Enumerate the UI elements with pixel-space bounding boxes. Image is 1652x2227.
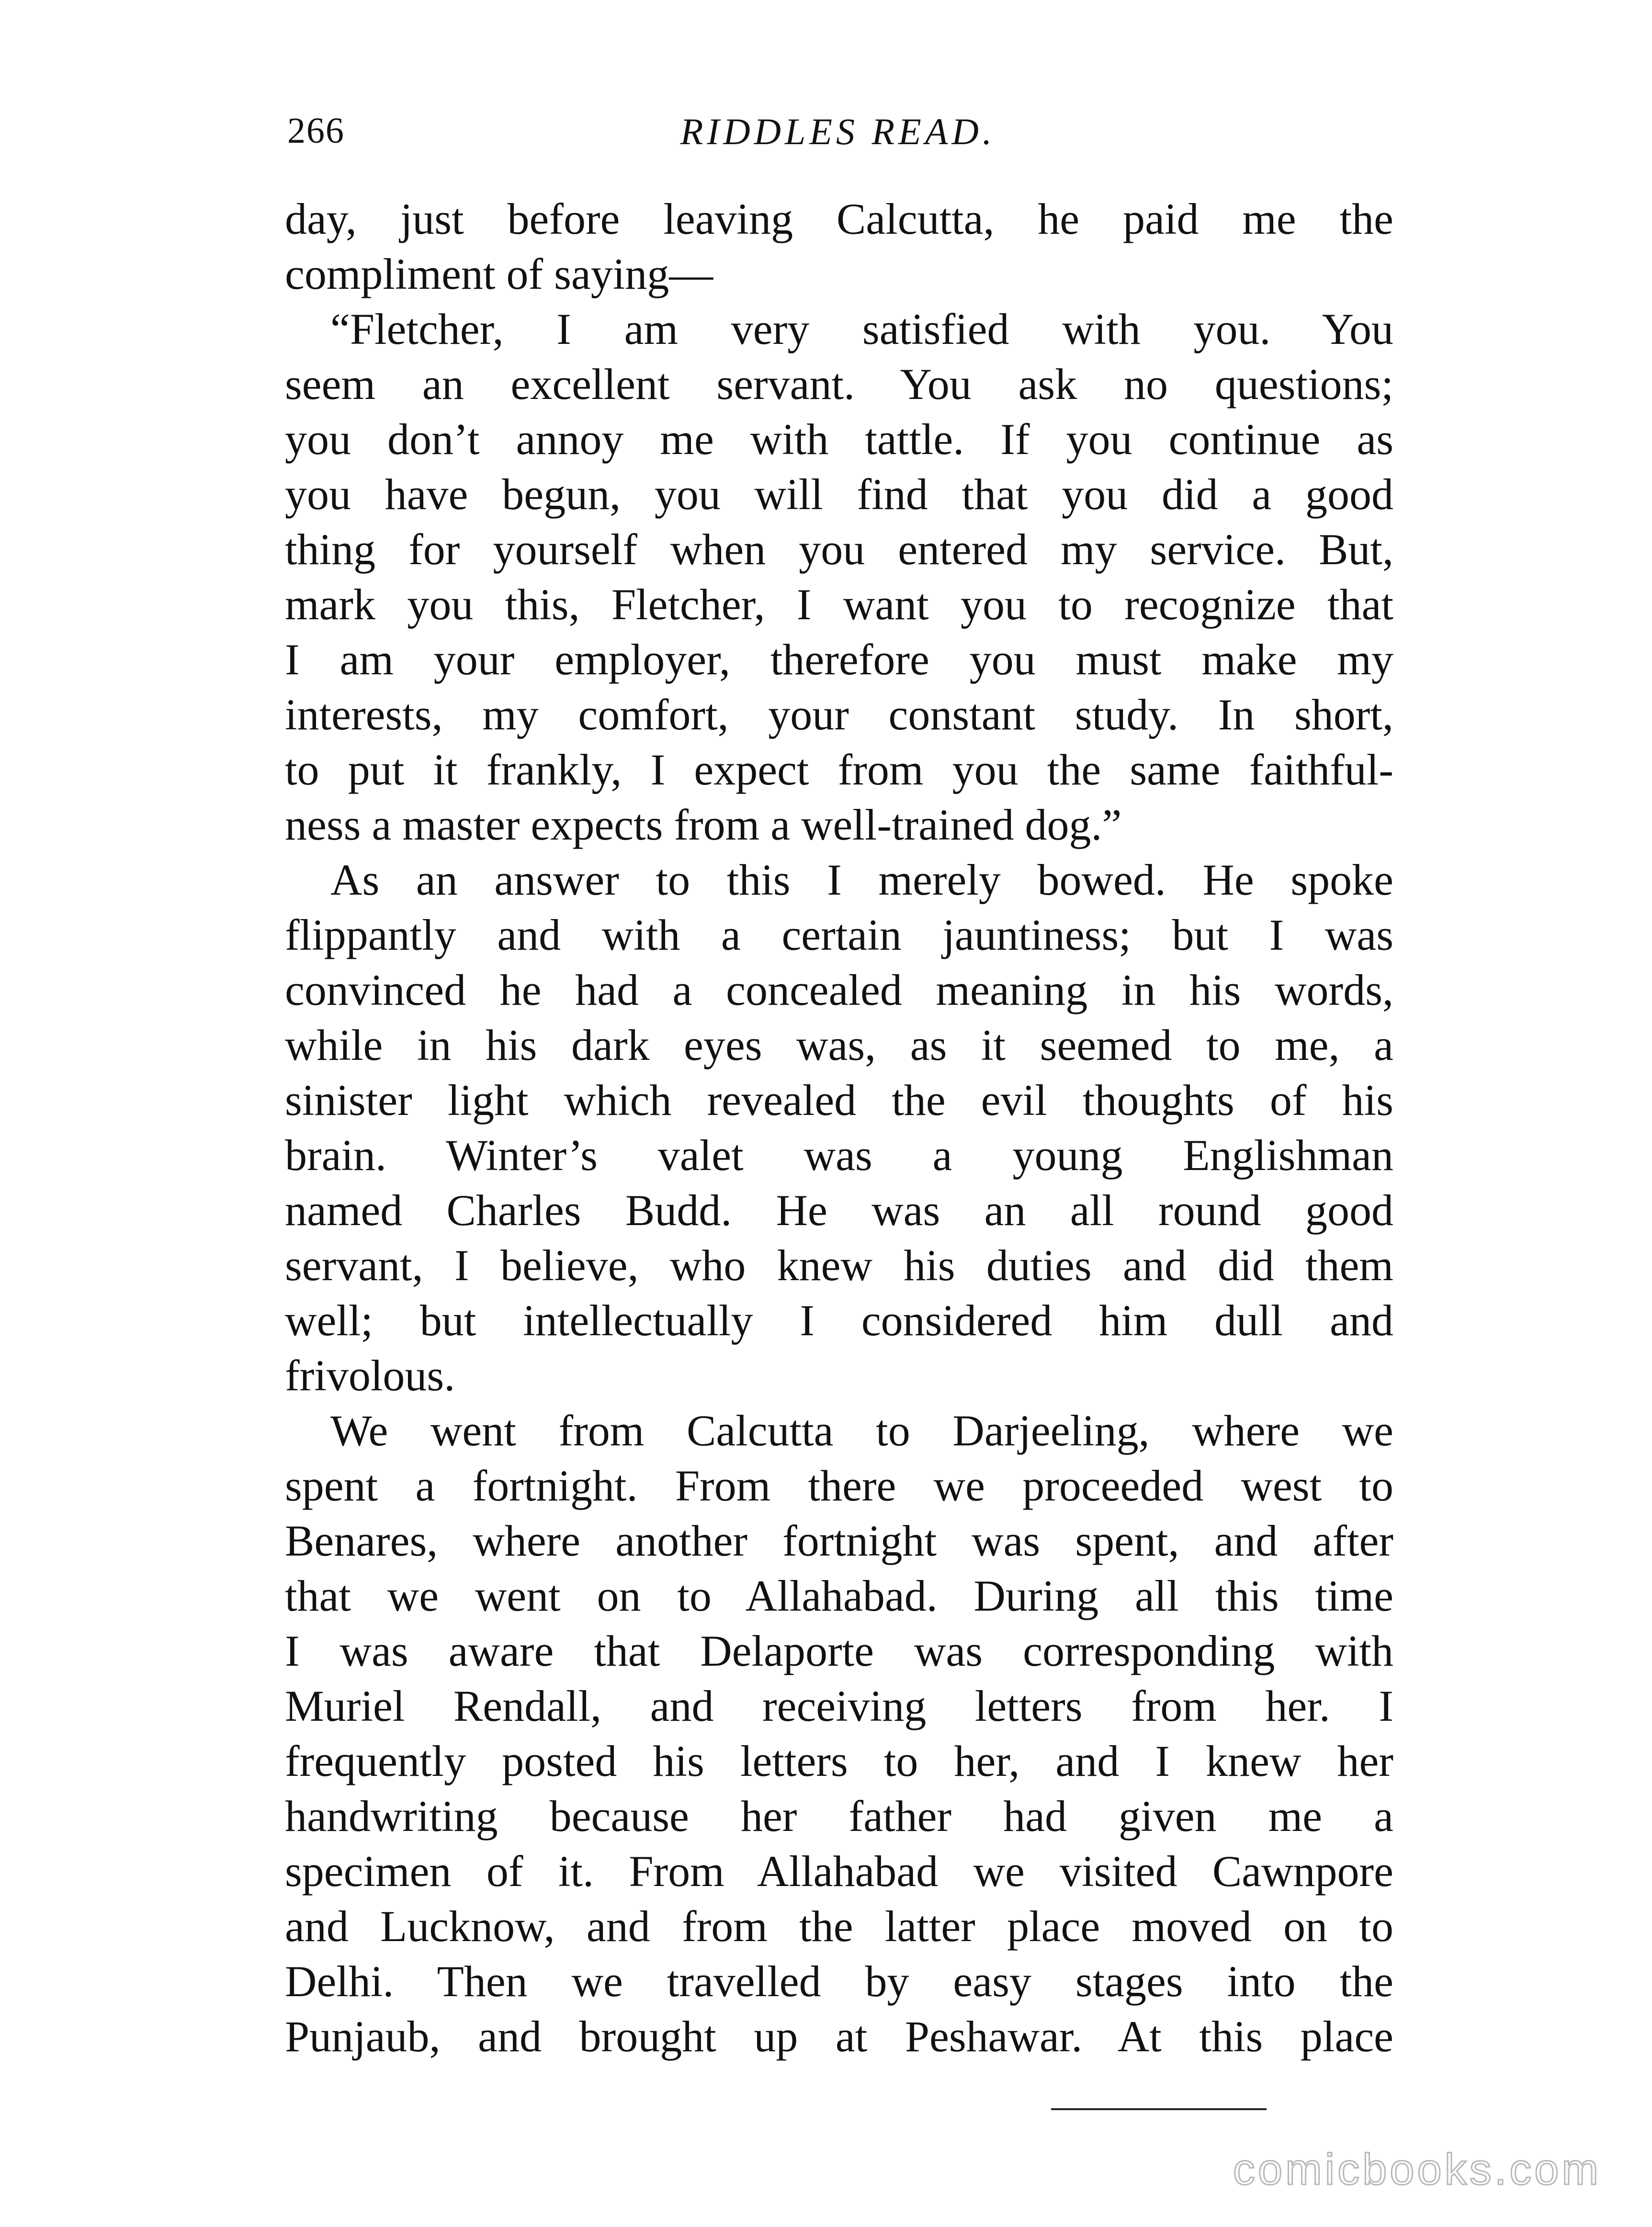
- text-line: handwriting because her father had given me a: [285, 1792, 1393, 1841]
- text-line: sinister light which revealed the evil thoughts of his: [285, 1076, 1393, 1125]
- text-line: named Charles Budd. He was an all round good: [285, 1186, 1393, 1235]
- text-line: compliment of saying—: [285, 250, 713, 298]
- text-line: mark you this, Fletcher, I want you to recognize that: [285, 580, 1393, 629]
- text-line: you have begun, you will find that you did a good: [285, 470, 1393, 519]
- body-text: [285, 192, 1393, 2064]
- text-line: “Fletcher, I am very satisfied with you. You: [330, 305, 1393, 353]
- text-line: you don’t annoy me with tattle. If you continue as: [285, 415, 1393, 464]
- text-line: to put it frankly, I expect from you the same faithful-: [285, 745, 1393, 794]
- text-line: day, just before leaving Calcutta, he paid me the: [285, 194, 1393, 243]
- text-line: specimen of it. From Allahabad we visited Cawnpore: [285, 1847, 1393, 1896]
- text-line: servant, I believe, who knew his duties and did them: [285, 1241, 1393, 1290]
- text-line: convinced he had a concealed meaning in his words,: [285, 966, 1393, 1014]
- text-line: seem an excellent servant. You ask no questions;: [285, 360, 1393, 409]
- text-line: Punjaub, and brought up at Peshawar. At this place: [285, 2012, 1393, 2061]
- text-line: I was aware that Delaporte was corresponding with: [285, 1626, 1393, 1675]
- text-line: Muriel Rendall, and receiving letters from her. I: [285, 1682, 1393, 1730]
- text-line: spent a fortnight. From there we proceeded west to: [285, 1461, 1393, 1510]
- text-line: I am your employer, therefore you must make my: [285, 635, 1393, 684]
- text-line: We went from Calcutta to Darjeeling, where we: [330, 1406, 1393, 1455]
- text-line: brain. Winter’s valet was a young Englishman: [285, 1131, 1393, 1180]
- watermark: comicbooks.com: [1233, 2145, 1602, 2194]
- page-number: 266: [287, 111, 345, 151]
- text-line: interests, my comfort, your constant study. In short,: [285, 690, 1393, 739]
- catchline-rule: [1051, 2108, 1267, 2110]
- text-line: thing for yourself when you entered my service. But,: [285, 525, 1393, 574]
- text-line: flippantly and with a certain jauntiness; but I was: [285, 910, 1393, 959]
- text-line: and Lucknow, and from the latter place moved on to: [285, 1902, 1393, 1951]
- text-line: frequently posted his letters to her, and I knew her: [285, 1737, 1393, 1785]
- text-line: Delhi. Then we travelled by easy stages into the: [285, 1957, 1393, 2006]
- text-line: Benares, where another fortnight was spent, and after: [285, 1516, 1393, 1565]
- text-line: frivolous.: [285, 1351, 455, 1400]
- text-line: that we went on to Allahabad. During all this time: [285, 1571, 1393, 1620]
- text-line: As an answer to this I merely bowed. He spoke: [330, 855, 1393, 904]
- running-head: RIDDLES READ.: [680, 111, 996, 152]
- page-header: [287, 110, 1389, 163]
- text-line: well; but intellectually I considered him dull and: [285, 1296, 1393, 1345]
- text-line: ness a master expects from a well-trained dog.”: [285, 800, 1122, 849]
- text-line: while in his dark eyes was, as it seemed to me, a: [285, 1021, 1393, 1069]
